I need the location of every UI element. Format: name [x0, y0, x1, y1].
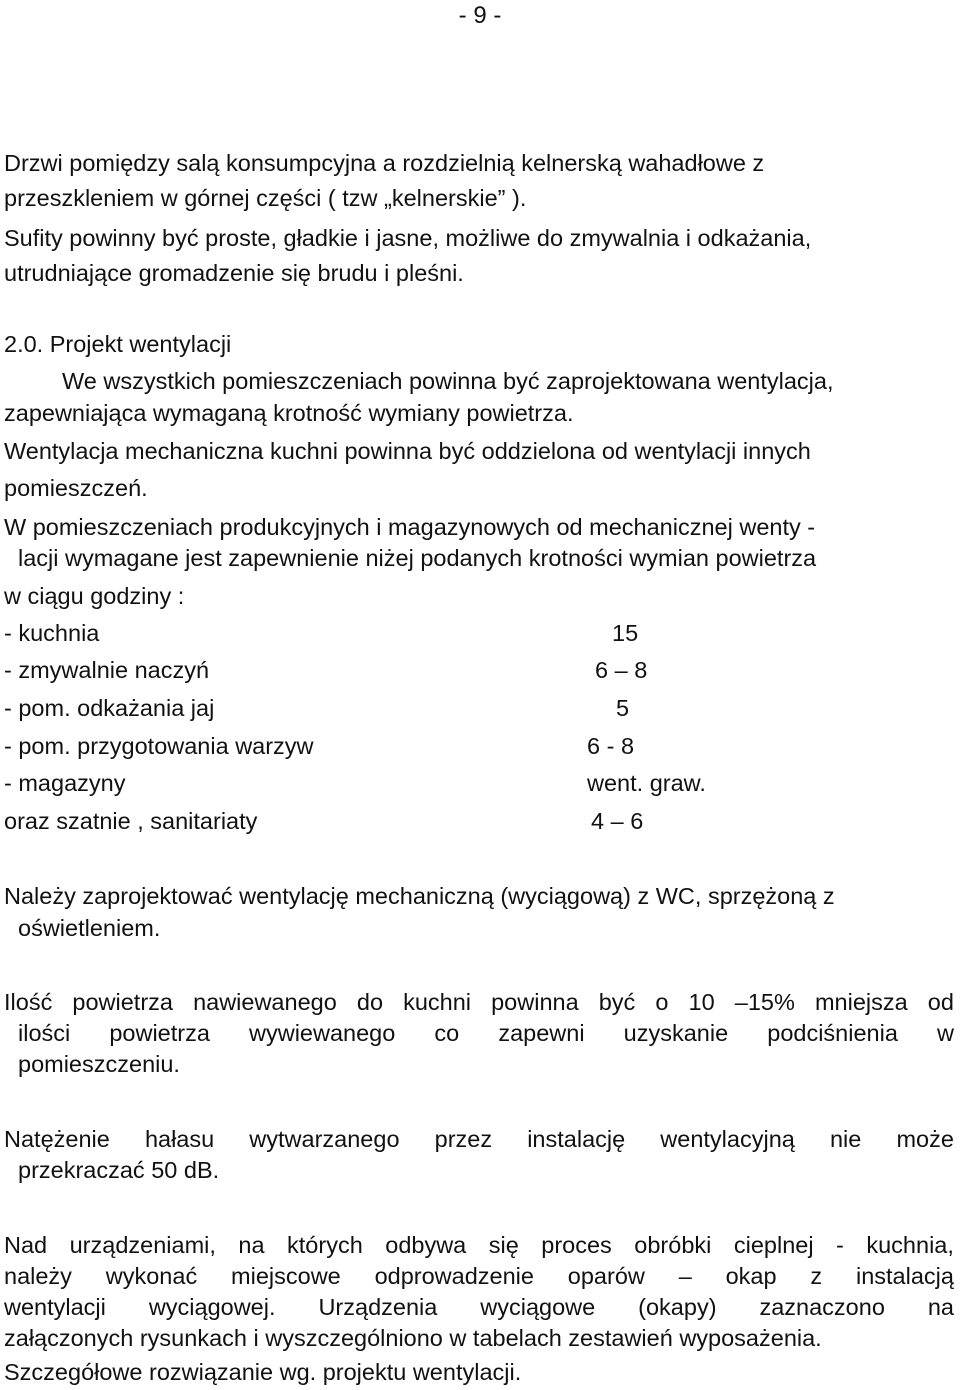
- word: na: [927, 1294, 954, 1320]
- word: Urządzenia: [318, 1294, 438, 1320]
- word: z: [810, 1263, 823, 1289]
- paragraph-line: [4, 991, 954, 1015]
- exchange-rate-row: [4, 622, 724, 648]
- word: nie: [829, 1126, 862, 1152]
- section-heading: 2.0. Projekt wentylacji: [4, 331, 232, 357]
- word: Natężenie: [4, 1126, 110, 1152]
- paragraph-line: załączonych rysunkach i wyszczególniono w tabelach zestawień wyposażenia.: [4, 1325, 822, 1351]
- room-name: - pom. odkażania jaj: [4, 695, 215, 721]
- word: obróbki: [634, 1232, 712, 1258]
- word: podciśnienia: [767, 1020, 898, 1046]
- word: -: [836, 1232, 844, 1258]
- room-name: oraz szatnie , sanitariaty: [4, 808, 258, 834]
- word: instalację: [527, 1126, 626, 1152]
- paragraph-line: przekraczać 50 dB.: [18, 1157, 220, 1183]
- room-name: - zmywalnie naczyń: [4, 657, 210, 683]
- paragraph-line: Drzwi pomiędzy salą konsumpcyjna a rozdzielnią kelnerską wahadłowe z: [4, 150, 765, 176]
- paragraph-line: [4, 1234, 954, 1258]
- word: na: [238, 1232, 265, 1258]
- word: –15%: [734, 989, 795, 1015]
- paragraph-line: W pomieszczeniach produkcyjnych i magazynowych od mechanicznej wenty -: [4, 514, 816, 540]
- paragraph-line: utrudniające gromadzenie się brudu i pleśni.: [4, 260, 464, 286]
- exchange-rate-row: [4, 735, 724, 761]
- word: należy: [4, 1263, 72, 1289]
- word: być: [598, 989, 636, 1015]
- word: powinna: [491, 989, 579, 1015]
- rate-value: 5: [616, 695, 630, 721]
- word: do: [356, 989, 384, 1015]
- rate-value: 15: [612, 620, 639, 646]
- paragraph-line: oświetleniem.: [18, 915, 161, 941]
- word: wytwarzanego: [249, 1126, 400, 1152]
- word: wentylacyjną: [660, 1126, 795, 1152]
- word: (okapy): [638, 1294, 717, 1320]
- room-name: - magazyny: [4, 770, 126, 796]
- word: okap: [725, 1263, 777, 1289]
- word: mniejsza: [814, 989, 908, 1015]
- word: w: [937, 1020, 954, 1046]
- word: wykonać: [105, 1263, 198, 1289]
- word: kuchnia,: [866, 1232, 954, 1258]
- word: przez: [434, 1126, 493, 1152]
- paragraph-line: Sufity powinny być proste, gładkie i jasne, możliwe do zmywalnia i odkażania,: [4, 225, 812, 251]
- word: od: [927, 989, 954, 1015]
- paragraph-line: pomieszczeniu.: [18, 1051, 180, 1077]
- exchange-rate-row: [4, 697, 724, 723]
- word: ilości: [18, 1020, 71, 1046]
- word: o: [655, 989, 669, 1015]
- paragraph-line: [4, 1265, 954, 1289]
- word: wyciągowej.: [148, 1294, 276, 1320]
- exchange-rate-row: [4, 772, 724, 798]
- rate-value: 6 – 8: [595, 657, 648, 683]
- exchange-rate-row: [4, 810, 724, 836]
- word: –: [678, 1263, 692, 1289]
- word: powietrza: [72, 989, 173, 1015]
- word: Nad: [4, 1232, 48, 1258]
- paragraph-line: pomieszczeń.: [4, 475, 148, 501]
- word: zapewni: [498, 1020, 585, 1046]
- paragraph-line: zapewniająca wymaganą krotność wymiany powietrza.: [4, 400, 574, 426]
- paragraph-line: Wentylacja mechaniczna kuchni powinna być oddzielona od wentylacji innych: [4, 438, 811, 464]
- rate-value: 6 - 8: [587, 733, 635, 759]
- paragraph-line: [18, 1022, 954, 1046]
- word: oparów: [567, 1263, 645, 1289]
- word: się: [488, 1232, 519, 1258]
- word: zaznaczono: [759, 1294, 885, 1320]
- word: może: [896, 1126, 954, 1152]
- rate-value: 4 – 6: [591, 808, 644, 834]
- word: instalacją: [855, 1263, 954, 1289]
- word: co: [434, 1020, 460, 1046]
- word: uzyskanie: [623, 1020, 729, 1046]
- word: Ilość: [4, 989, 53, 1015]
- page-number: - 9 -: [458, 2, 502, 29]
- word: wyciągowe: [480, 1294, 596, 1320]
- paragraph-line: w ciągu godziny :: [4, 583, 185, 609]
- word: kuchni: [403, 989, 472, 1015]
- word: miejscowe: [231, 1263, 341, 1289]
- word: odprowadzenie: [374, 1263, 534, 1289]
- word: urządzeniami,: [69, 1232, 216, 1258]
- word: 10: [688, 989, 715, 1015]
- word: odbywa: [385, 1232, 467, 1258]
- paragraph-line: lacji wymagane jest zapewnienie niżej podanych krotności wymian powietrza: [18, 545, 817, 571]
- paragraph-line: We wszystkich pomieszczeniach powinna być zaprojektowana wentylacja,: [62, 368, 834, 394]
- word: nawiewanego: [193, 989, 337, 1015]
- word: wywiewanego: [249, 1020, 396, 1046]
- word: proces: [541, 1232, 612, 1258]
- paragraph-line: przeszkleniem w górnej części ( tzw „kelnerskie” ).: [4, 185, 527, 211]
- room-name: - pom. przygotowania warzyw: [4, 733, 314, 759]
- word: cieplnej: [733, 1232, 814, 1258]
- paragraph-line: [4, 1296, 954, 1320]
- word: hałasu: [144, 1126, 215, 1152]
- paragraph-line: Należy zaprojektować wentylację mechaniczną (wyciągową) z WC, sprzężoną z: [4, 883, 835, 909]
- word: których: [287, 1232, 363, 1258]
- rate-value: went. graw.: [587, 770, 706, 796]
- paragraph-line: Szczegółowe rozwiązanie wg. projektu wentylacji.: [4, 1359, 522, 1385]
- word: wentylacji: [4, 1294, 106, 1320]
- word: powietrza: [109, 1020, 210, 1046]
- exchange-rate-row: [4, 659, 724, 685]
- paragraph-line: [4, 1128, 954, 1152]
- room-name: - kuchnia: [4, 620, 100, 646]
